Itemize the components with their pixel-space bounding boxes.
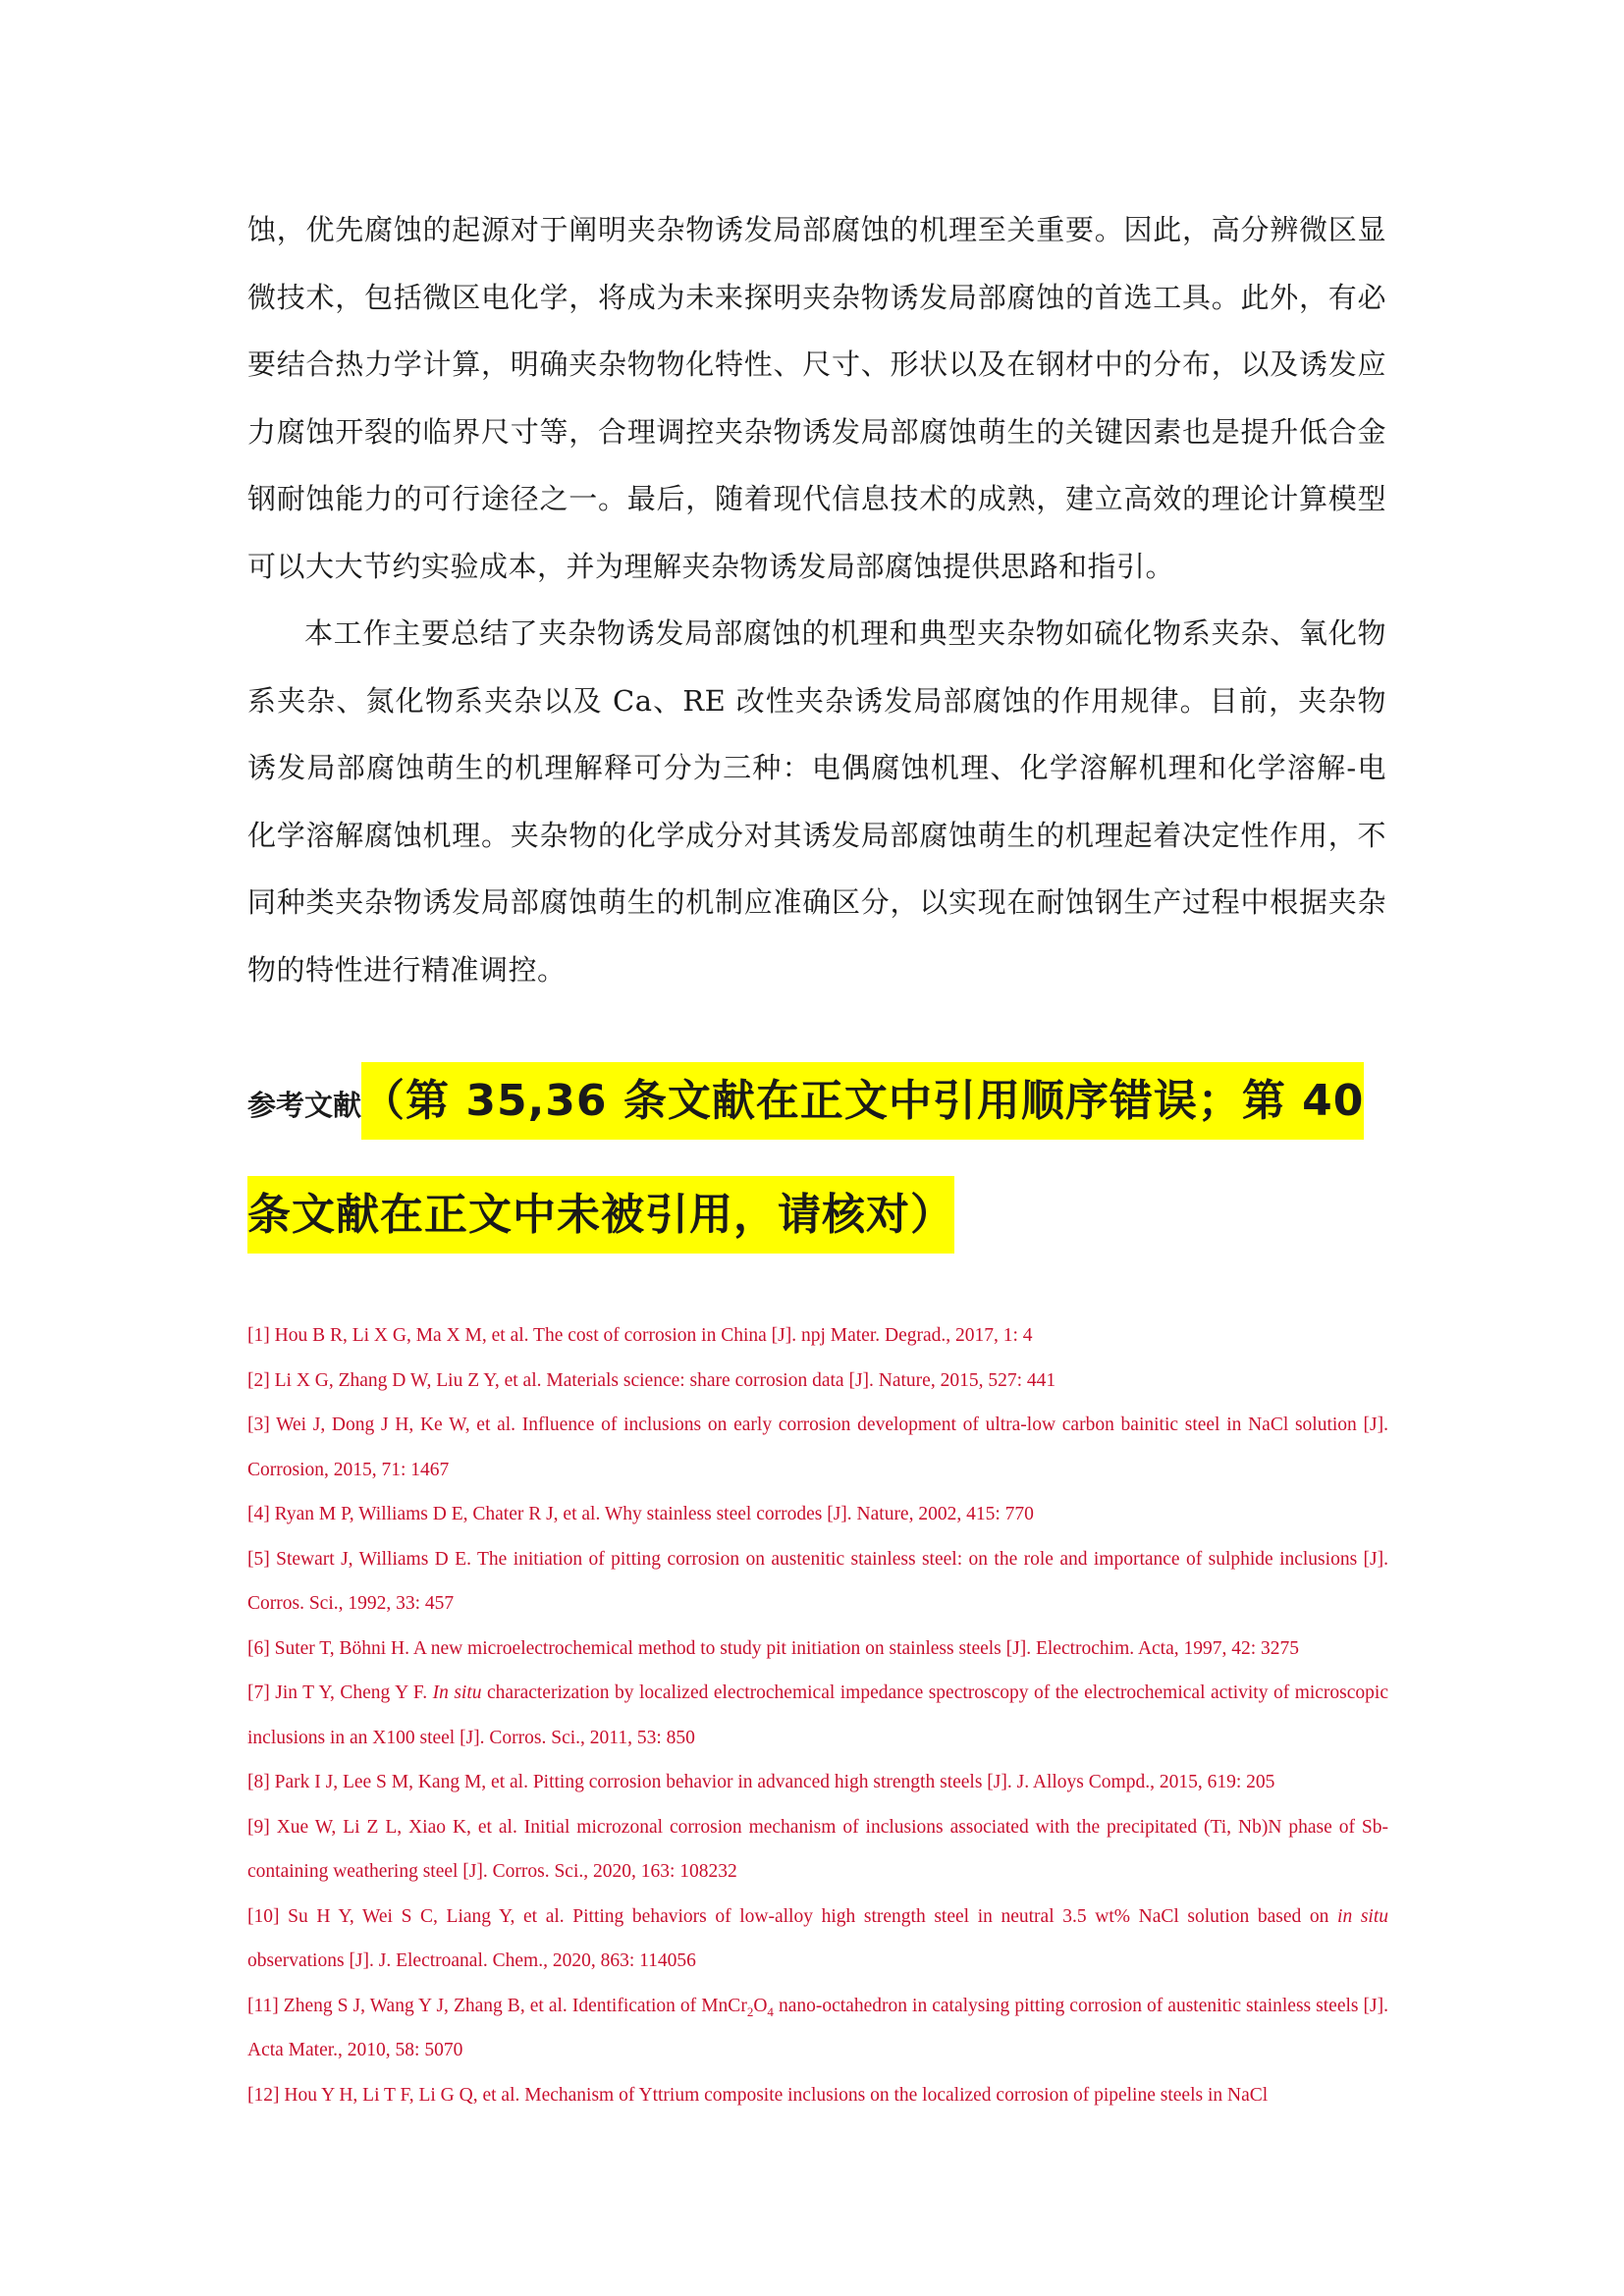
- reference-item: [5] Stewart J, Williams D E. The initiation of pitting corrosion on austenitic stainless steel: on the role and importance of sulphide inclusions [J]. Corros. Sci., 1992, 33: 457: [247, 1548, 1388, 1614]
- review-comment-highlight: （第 35,36 条文献在正文中引用顺序错误；第 40 条文献在正文中未被引用，请核对）: [247, 1062, 1364, 1254]
- reference-item: [10] Su H Y, Wei S C, Liang Y, et al. Pitting behaviors of low-alloy high strength steel in neutral 3.5 wt% NaCl solution based on in situ observations [J]. J. Electroanal. Chem., 2020, 863: 114056: [247, 1905, 1388, 1971]
- reference-item: [4] Ryan M P, Williams D E, Chater R J, et al. Why stainless steel corrodes [J]. Nature, 2002, 415: 770: [247, 1504, 1034, 1524]
- reference-item: [9] Xue W, Li Z L, Xiao K, et al. Initial microzonal corrosion mechanism of inclusions associated with the precipitated (Ti, Nb)N phase of Sb-containing weathering steel [J]. Corros. Sci., 2020, 163: 108232: [247, 1816, 1388, 1882]
- reference-item: [8] Park I J, Lee S M, Kang M, et al. Pitting corrosion behavior in advanced high strength steels [J]. J. Alloys Compd., 2015, 619: 205: [247, 1772, 1275, 1792]
- reference-item: [1] Hou B R, Li X G, Ma X M, et al. The cost of corrosion in China [J]. npj Mater. Degrad., 2017, 1: 4: [247, 1325, 1033, 1346]
- references-heading-label: 参考文献: [247, 1089, 362, 1122]
- reference-item: [12] Hou Y H, Li T F, Li G Q, et al. Mechanism of Yttrium composite inclusions on the localized corrosion of pipeline steels in NaCl: [247, 2084, 1269, 2106]
- reference-item: [7] Jin T Y, Cheng Y F. In situ characterization by localized electrochemical impedance spectroscopy of the electrochemical activity of microscopic inclusions in an X100 steel [J]. Corros. Sci., 2011, 53: 850: [247, 1682, 1388, 1748]
- paragraph-conclusion-outlook: 蚀，优先腐蚀的起源对于阐明夹杂物诱发局部腐蚀的机理至关重要。因此，高分辨微区显微技术，包括微区电化学，将成为未来探明夹杂物诱发局部腐蚀的首选工具。此外，有必要结合热力学计算，明确夹杂物物化特性、尺寸、形状以及在钢材中的分布，以及诱发应力腐蚀开裂的临界尺寸等，合理调控夹杂物诱发局部腐蚀萌生的关键因素也是提升低合金钢耐蚀能力的可行途径之一。最后，随着现代信息技术的成熟，建立高效的理论计算模型可以大大节约实验成本，并为理解夹杂物诱发局部腐蚀提供思路和指引。: [247, 213, 1386, 583]
- body-text: [247, 196, 1386, 1003]
- references-heading: [247, 1046, 1396, 1274]
- reference-item: [3] Wei J, Dong J H, Ke W, et al. Influence of inclusions on early corrosion development of ultra-low carbon bainitic steel in NaCl solution [J]. Corrosion, 2015, 71: 1467: [247, 1415, 1388, 1480]
- reference-item: [6] Suter T, Böhni H. A new microelectrochemical method to study pit initiation on stainless steels [J]. Electrochim. Acta, 1997, 42: 3275: [247, 1637, 1300, 1659]
- paragraph-summary: 本工作主要总结了夹杂物诱发局部腐蚀的机理和典型夹杂物如硫化物系夹杂、氧化物系夹杂、氮化物系夹杂以及 Ca、RE 改性夹杂诱发局部腐蚀的作用规律。目前，夹杂物诱发局部腐蚀萌生的机理解释可分为三种：电偶腐蚀机理、化学溶解机理和化学溶解-电化学溶解腐蚀机理。夹杂物的化学成分对其诱发局部腐蚀萌生的机理起着决定性作用，不同种类夹杂物诱发局部腐蚀萌生的机制应准确区分，以实现在耐蚀钢生产过程中根据夹杂物的特性进行精准调控。: [247, 616, 1386, 987]
- reference-item: [11] Zheng S J, Wang Y J, Zhang B, et al. Identification of $MnCr_2O_4$ nano-octahedron in catalysing pitting corrosion of austenitic stainless steels [J]. Acta Mater., 2010, 58: 5070: [247, 1995, 1388, 2060]
- reference-list: [247, 1313, 1388, 2117]
- reference-item: [2] Li X G, Zhang D W, Liu Z Y, et al. Materials science: share corrosion data [J]. Nature, 2015, 527: 441: [247, 1369, 1056, 1391]
